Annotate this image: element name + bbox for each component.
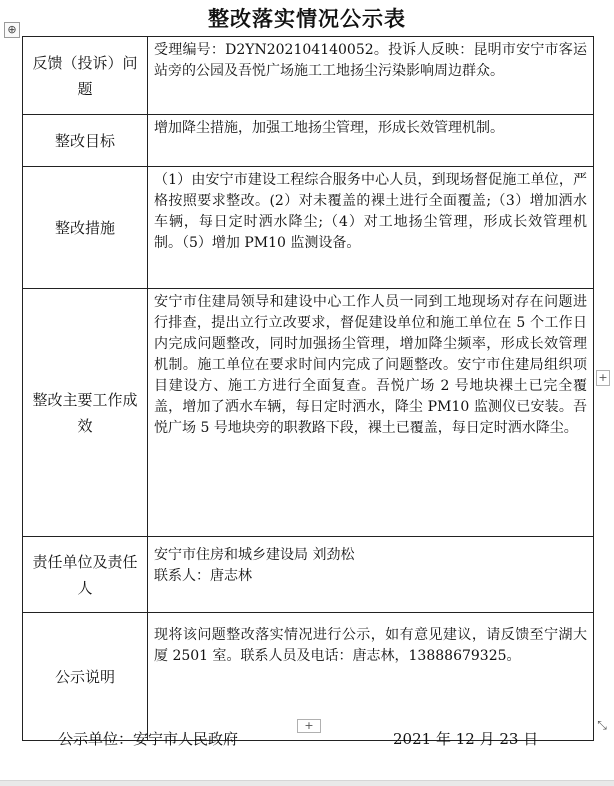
info-table — [22, 36, 594, 741]
row-label-notice: 公示说明 — [23, 613, 148, 741]
add-row-icon[interactable]: + — [297, 719, 321, 733]
row-content-results: 安宁市住建局领导和建设中心工作人员一同到工地现场对存在问题进行排查，提出立行立改要求，督促建设单位和施工单位在 5 个工作日内完成问题整改，同时加强扬尘管理，增加降尘频率，形成长效管理机制。施工单位在要求时间内完成了问题整改。安宁市住建局组织项目建设方、施工方进行全面复查。吾悦广场 2 号地块裸土已完全覆盖，增加了洒水车辆，每日定时洒水，降尘 PM10 监测仪已安装。吾悦广场 5 号地块旁的职教路下段，裸土已覆盖，每日定时洒水降尘。 — [148, 289, 594, 537]
table-resize-icon[interactable]: ⤡ — [597, 718, 607, 732]
row-label-measures: 整改措施 — [23, 167, 148, 289]
row-label-responsible: 责任单位及责任人 — [23, 537, 148, 613]
add-column-icon[interactable]: + — [596, 370, 610, 386]
row-label-feedback: 反馈（投诉）问题 — [23, 37, 148, 115]
row-label-goal: 整改目标 — [23, 115, 148, 167]
publishing-unit: 公示单位：安宁市人民政府 — [58, 730, 239, 748]
row-label-results: 整改主要工作成效 — [23, 289, 148, 537]
row-content-measures: （1）由安宁市建设工程综合服务中心人员，到现场督促施工单位，严格按照要求整改。(2）对未覆盖的裸土进行全面覆盖;（3）增加洒水车辆，每日定时洒水降尘;（4）对工地扬尘管理，形成长效管理机制。（5）增加 PM10 监测设备。 — [148, 167, 594, 289]
table-row — [23, 115, 594, 167]
table-move-handle-icon[interactable]: ⊕ — [4, 22, 20, 38]
publish-date: 2021 年 12 月 23 日 — [393, 730, 539, 748]
row-content-feedback: 受理编号：D2YN202104140052。投诉人反映：昆明市安宁市客运站旁的公园及吾悦广场施工工地扬尘污染影响周边群众。 — [148, 37, 594, 115]
row-content-goal: 增加降尘措施，加强工地扬尘管理，形成长效管理机制。 — [148, 115, 594, 167]
table-row — [23, 289, 594, 537]
page-edge-divider — [0, 780, 614, 786]
page-title: 整改落实情况公示表 — [208, 6, 406, 31]
row-content-notice: 现将该问题整改落实情况进行公示，如有意见建议，请反馈至宁湖大厦 2501 室。联系人员及电话：唐志林，13888679325。 — [148, 613, 594, 741]
responsible-unit-line: 安宁市住房和城乡建设局 刘劲松 — [154, 547, 355, 563]
table-row — [23, 537, 594, 613]
row-content-responsible — [148, 537, 594, 613]
table-row — [23, 37, 594, 115]
contact-person-line: 联系人：唐志林 — [154, 568, 252, 584]
table-row — [23, 167, 594, 289]
